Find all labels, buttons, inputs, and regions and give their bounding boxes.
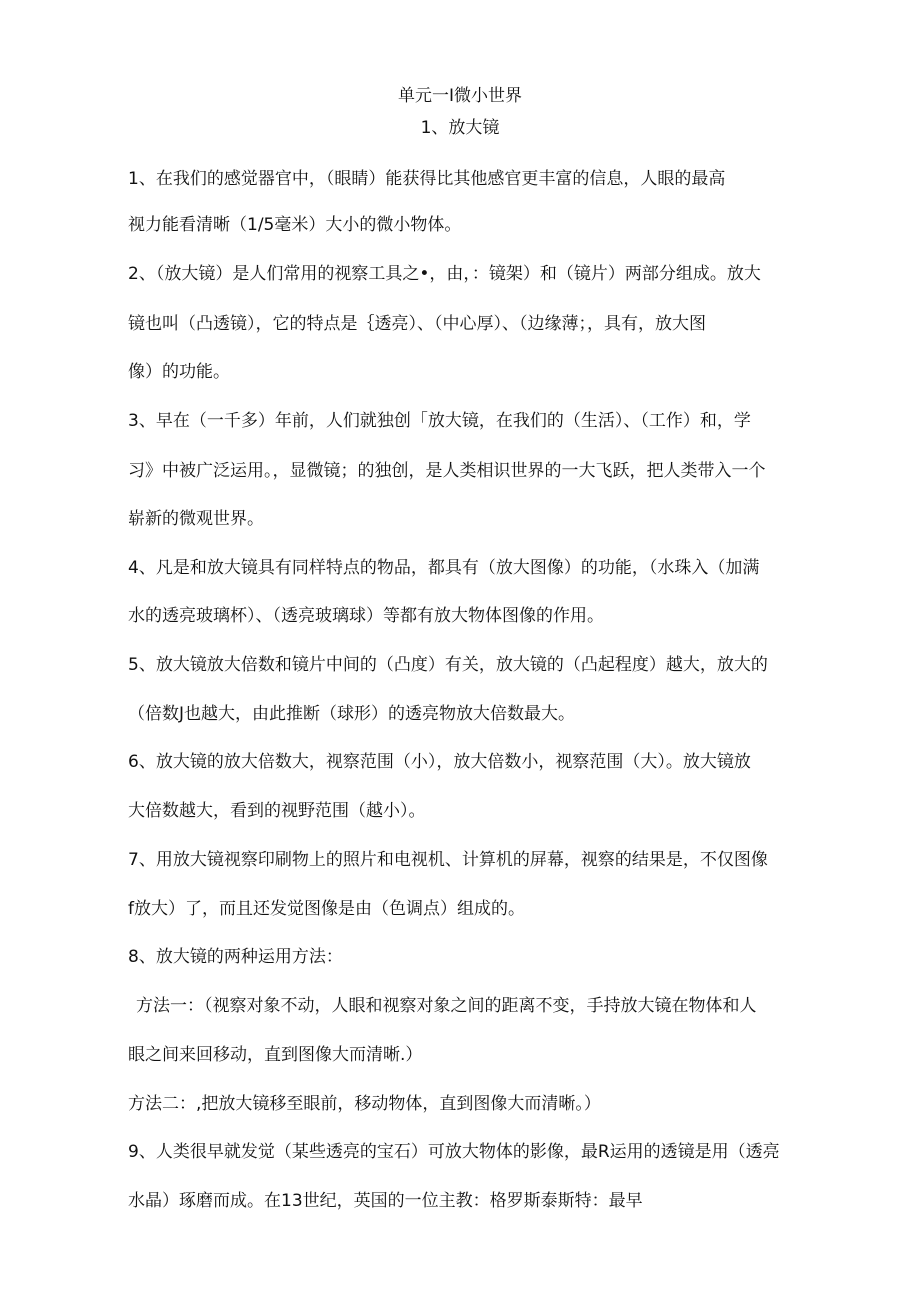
paragraph-line: 6、放大镜的放大倍数大，视察范围（小），放大倍数小，视察范围（大）。放大镜放 bbox=[128, 752, 751, 772]
paragraph-line: 方法二：,把放大镜移至眼前，移动物体，直到图像大而清晰。） bbox=[128, 1094, 601, 1114]
paragraph-line: 7、用放大镜视察印刷物上的照片和电视机、计算机的屏幕，视察的结果是，不仅图像 bbox=[128, 850, 768, 870]
paragraph-line: 8、放大镜的两种运用方法： bbox=[128, 947, 343, 967]
paragraph-line: 9、人类很早就发觉（某些透亮的宝石）可放大物体的影像，最R运用的透镜是用（透亮 bbox=[128, 1142, 780, 1162]
paragraph-line: 方法一：（视察对象不动，人眼和视察对象之间的距离不变，手持放大镜在物体和人 bbox=[136, 996, 757, 1016]
paragraph-line: 2、（放大镜）是人们常用的视察工具之•，由，：镜架）和（镜片）两部分组成。放大 bbox=[128, 264, 761, 284]
paragraph-line: 镜也叫（凸透镜），它的特点是｛透亮）、（中心厚）、（边缘薄；，具有，放大图 bbox=[128, 314, 706, 334]
section-title: 1、放大镜 bbox=[420, 118, 500, 138]
paragraph-line: 水的透亮玻璃杯）、（透亮玻璃球）等都有放大物体图像的作用。 bbox=[128, 606, 604, 626]
paragraph-line: 4、凡是和放大镜具有同样特点的物品，都具有（放大图像）的功能，（水珠入（加满 bbox=[128, 558, 760, 578]
unit-title: 单元一I微小世界 bbox=[397, 86, 522, 106]
paragraph-line: 大倍数越大，看到的视野范围（越小）。 bbox=[128, 801, 426, 821]
paragraph-line: 水晶）琢磨而成。在13世纪，英国的一位主教：格罗斯泰斯特：最早 bbox=[128, 1191, 643, 1211]
paragraph-line: 像）的功能。 bbox=[128, 362, 230, 382]
paragraph-line: （倍数J也越大，由此推断（球形）的透亮物放大倍数最大。 bbox=[128, 704, 576, 724]
paragraph-line: 视力能看清晰（1/5毫米）大小的微小物体。 bbox=[128, 215, 462, 235]
paragraph-line: 5、放大镜放大倍数和镜片中间的（凸度）有关，放大镜的（凸起程度）越大，放大的 bbox=[128, 655, 768, 675]
paragraph-line: 3、早在（一千多）年前，人们就独创「放大镜，在我们的（生活）、（工作）和，学 bbox=[128, 411, 751, 431]
paragraph-line: 崭新的微观世界。 bbox=[128, 509, 264, 529]
paragraph-line: 1、在我们的感觉器官中，（眼睛）能获得比其他感官更丰富的信息，人眼的最高 bbox=[128, 169, 726, 189]
paragraph-line: f放大）了，而且还发觉图像是由（色调点）组成的。 bbox=[128, 899, 525, 919]
paragraph-line: 眼之间来回移动，直到图像大而清晰.） bbox=[128, 1045, 423, 1065]
paragraph-line: 习》中被广泛运用。，显微镜；的独创，是人类相识世界的一大飞跃，把人类带入一个 bbox=[128, 461, 766, 481]
